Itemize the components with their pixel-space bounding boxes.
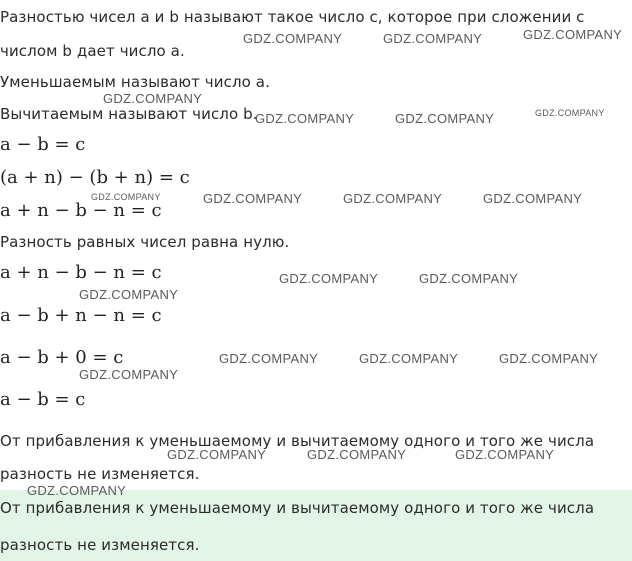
watermark: GDZ.COMPANY xyxy=(255,111,355,126)
watermark: GDZ.COMPANY xyxy=(419,271,519,286)
definition-line-1: Разностью чисел a и b называют такое число c, которое при сложении с xyxy=(0,8,585,26)
watermark: GDZ.COMPANY xyxy=(307,447,407,462)
subtrahend-definition: Вычитаемым называют число b. xyxy=(0,105,258,123)
watermark: GDZ.COMPANY xyxy=(27,483,127,498)
watermark: GDZ.COMPANY xyxy=(395,111,495,126)
conclusion-line-2: разность не изменяется. xyxy=(0,465,200,483)
watermark: GDZ.COMPANY xyxy=(279,271,379,286)
watermark: GDZ.COMPANY xyxy=(219,351,319,366)
watermark: GDZ.COMPANY xyxy=(91,192,161,202)
watermark: GDZ.COMPANY xyxy=(103,91,203,106)
minuend-definition: Уменьшаемым называют число a. xyxy=(0,73,270,91)
watermark: GDZ.COMPANY xyxy=(343,191,443,206)
highlight-line-2: разность не изменяется. xyxy=(0,536,200,554)
zero-difference-rule: Разность равных чисел равна нулю. xyxy=(0,233,290,251)
watermark: GDZ.COMPANY xyxy=(79,367,179,382)
highlight-line-1: От прибавления к уменьшаемому и вычитаемому одного и того же числа xyxy=(0,499,595,517)
watermark: GDZ.COMPANY xyxy=(499,351,599,366)
watermark: GDZ.COMPANY xyxy=(203,191,303,206)
formula-difference: a − b = c xyxy=(0,134,86,155)
watermark: GDZ.COMPANY xyxy=(359,351,459,366)
watermark: GDZ.COMPANY xyxy=(535,108,605,118)
formula-result: a − b = c xyxy=(0,389,86,410)
formula-expanded-repeat: a + n − b − n = c xyxy=(0,262,162,283)
watermark: GDZ.COMPANY xyxy=(383,31,483,46)
watermark: GDZ.COMPANY xyxy=(483,191,583,206)
formula-reordered: a − b + n − n = c xyxy=(0,305,162,326)
watermark: GDZ.COMPANY xyxy=(79,287,179,302)
conclusion-line-1: От прибавления к уменьшаемому и вычитаемому одного и того же числа xyxy=(0,432,595,450)
formula-added-n: (a + n) − (b + n) = c xyxy=(0,167,190,188)
definition-line-2: числом b дает число a. xyxy=(0,42,185,60)
formula-zero: a − b + 0 = c xyxy=(0,347,124,368)
watermark: GDZ.COMPANY xyxy=(523,27,623,42)
watermark: GDZ.COMPANY xyxy=(455,447,555,462)
formula-expanded: a + n − b − n = c xyxy=(0,200,162,221)
watermark: GDZ.COMPANY xyxy=(167,447,267,462)
watermark: GDZ.COMPANY xyxy=(243,31,343,46)
